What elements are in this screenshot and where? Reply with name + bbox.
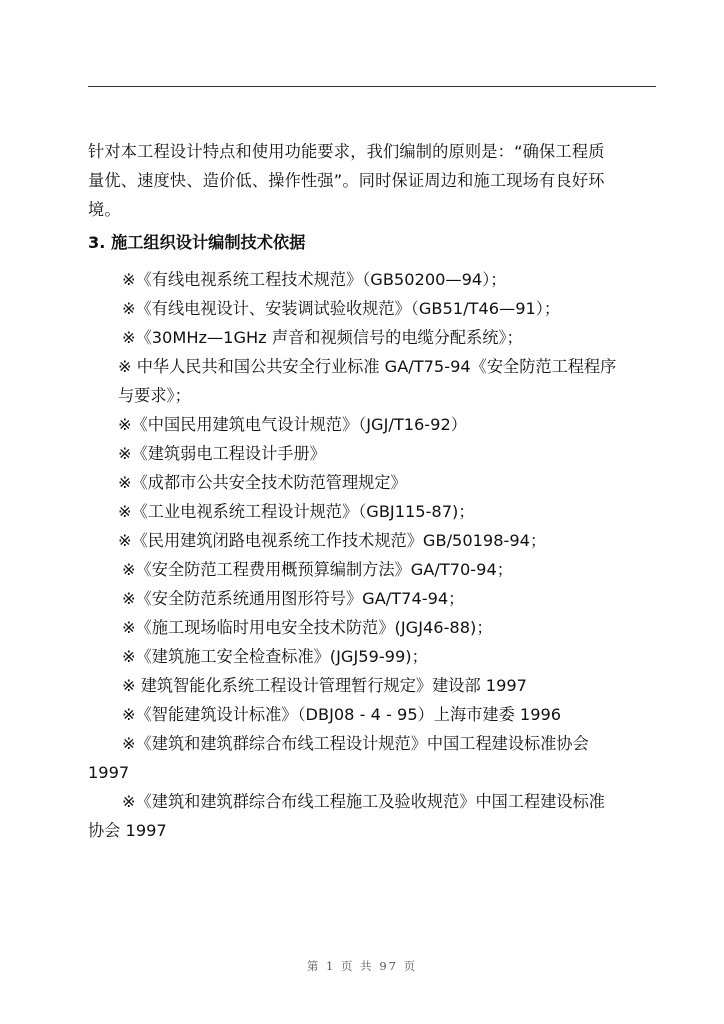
reference-text: ※ 中华人民共和国公共安全行业标准 GA/T75-94《安全防范工程程序 bbox=[118, 357, 617, 376]
reference-item bbox=[88, 584, 658, 613]
reference-item bbox=[88, 468, 658, 497]
intro-line: 针对本工程设计特点和使用功能要求，我们编制的原则是：“确保工程质 bbox=[88, 142, 605, 161]
reference-continuation: 1997 bbox=[88, 763, 130, 782]
page-footer: 第 1 页 共 97 页 bbox=[306, 959, 418, 973]
reference-text: ※《施工现场临时用电安全技术防范》(JGJ46-88)； bbox=[122, 618, 493, 637]
reference-text: ※《中国民用建筑电气设计规范》（JGJ/T16-92） bbox=[118, 415, 467, 434]
reference-continuation: 与要求》； bbox=[118, 386, 191, 405]
reference-item bbox=[88, 671, 658, 700]
reference-text: ※《建筑和建筑群综合布线工程设计规范》中国工程建设标准协会 bbox=[122, 734, 589, 753]
intro-line: 量优、速度快、造价低、操作性强”。同时保证周边和施工现场有良好环 bbox=[88, 171, 605, 190]
reference-list bbox=[88, 265, 658, 845]
reference-item bbox=[88, 410, 658, 439]
reference-item bbox=[88, 642, 658, 671]
reference-item bbox=[88, 613, 658, 642]
reference-text: ※《工业电视系统工程设计规范》（GBJ115-87)； bbox=[118, 502, 475, 521]
section-title: 施工组织设计编制技术依据 bbox=[111, 233, 306, 252]
reference-item bbox=[88, 323, 658, 352]
reference-text: ※《智能建筑设计标准》（DBJ08 - 4 - 95）上海市建委 1996 bbox=[122, 705, 562, 724]
reference-text: ※《建筑施工安全检查标准》(JGJ59-99)； bbox=[122, 647, 428, 666]
reference-item bbox=[88, 497, 658, 526]
reference-item bbox=[88, 729, 658, 787]
reference-item bbox=[88, 787, 658, 845]
reference-text: ※《安全防范工程费用概预算编制方法》GA/T70-94； bbox=[122, 560, 513, 579]
document-body bbox=[88, 137, 658, 845]
reference-text: ※《建筑和建筑群综合布线工程施工及验收规范》中国工程建设标准 bbox=[122, 792, 605, 811]
reference-text: ※《民用建筑闭路电视系统工作技术规范》GB/50198-94； bbox=[118, 531, 547, 550]
reference-item bbox=[88, 439, 658, 468]
reference-item bbox=[88, 294, 658, 323]
reference-text: ※ 建筑智能化系统工程设计管理暂行规定》建设部 1997 bbox=[122, 676, 527, 695]
reference-item bbox=[88, 265, 658, 294]
reference-text: ※《有线电视设计、安装调试验收规范》（GB51/T46—91）； bbox=[122, 299, 561, 318]
reference-text: ※《安全防范系统通用图形符号》GA/T74-94； bbox=[122, 589, 465, 608]
reference-item bbox=[88, 555, 658, 584]
reference-text: ※《建筑弱电工程设计手册》 bbox=[118, 444, 326, 463]
reference-continuation: 协会 1997 bbox=[88, 821, 167, 840]
reference-item bbox=[88, 700, 658, 729]
section-number: 3. bbox=[88, 233, 106, 252]
section-heading bbox=[88, 228, 658, 257]
reference-text: ※《成都市公共安全技术防范管理规定》 bbox=[118, 473, 407, 492]
header-rule bbox=[88, 86, 656, 87]
reference-item bbox=[88, 526, 658, 555]
reference-item bbox=[88, 352, 658, 410]
intro-line: 境。 bbox=[88, 200, 121, 219]
intro-paragraph bbox=[88, 137, 658, 224]
reference-text: ※《30MHz—1GHz 声音和视频信号的电缆分配系统》； bbox=[122, 328, 523, 347]
reference-text: ※《有线电视系统工程技术规范》（GB50200—94）； bbox=[122, 270, 507, 289]
